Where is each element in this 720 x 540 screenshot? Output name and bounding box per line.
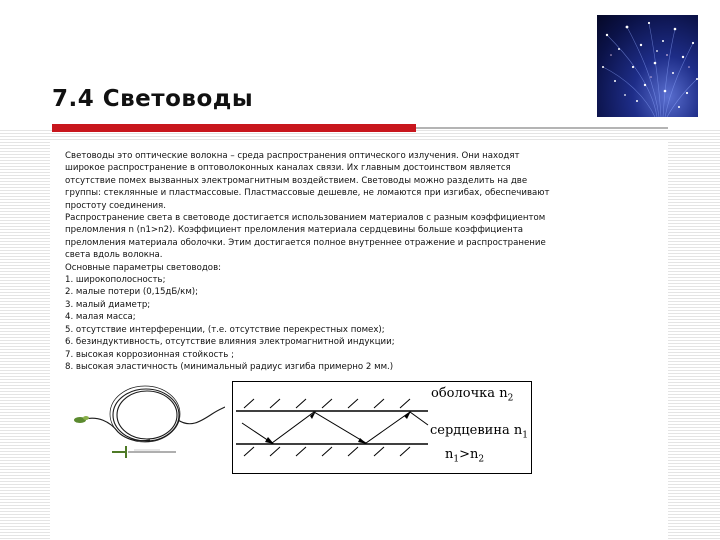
fiber-cable-image <box>68 380 225 472</box>
fiber-optic-photo-icon <box>597 15 698 117</box>
shell-index-sub: 2 <box>507 393 514 404</box>
body-text <box>65 150 665 373</box>
condition-n1-sub: 1 <box>453 454 460 465</box>
condition-op: >n <box>459 447 479 462</box>
fiber-cable-icon <box>68 380 225 472</box>
body-line: простоту соединения. <box>65 200 166 211</box>
condition-n1: n <box>445 447 454 462</box>
index-condition <box>444 447 485 465</box>
core-index: n <box>513 423 523 438</box>
shell-index: n <box>499 386 508 401</box>
list-item: 6. безиндуктивность, отсутствие влияния электромагнитной индукции; <box>65 337 395 348</box>
list-item: 7. высокая коррозионная стойкость ; <box>65 349 235 360</box>
list-item: 1. широкополосность; <box>65 275 166 286</box>
core-index-sub: 1 <box>522 430 529 441</box>
body-line: группы: стеклянные и пластмассовые. Пластмассовые дешевле, не ломаются при изгибах, обеспечивают <box>65 188 550 199</box>
condition-n2-sub: 2 <box>478 454 485 465</box>
shell-label-text: оболочка <box>431 386 496 401</box>
list-item: 3. малый диаметр; <box>65 299 151 310</box>
core-label-text: сердцевина <box>430 423 510 438</box>
list-item: 4. малая масса; <box>65 312 136 323</box>
body-line: преломления материала оболочки. Этим достигается полное внутреннее отражение и распространение <box>65 237 546 248</box>
title-accent-bar <box>52 124 416 132</box>
body-line: Основные параметры световодов: <box>65 262 222 273</box>
core-label <box>429 423 529 441</box>
shell-label <box>430 386 514 404</box>
body-line: преломления n (n1>n2). Коэффициент преломления материала сердцевины больше коэффициента <box>65 225 523 236</box>
body-line: широкое распространение в оптоволоконных каналах связи. Их главным достоинством является <box>65 163 511 174</box>
body-line: отсутствие помех вызванных электромагнитным воздействием. Световоды можно разделить на две <box>65 175 528 186</box>
body-line: Световоды это оптические волокна – среда распространения оптического излучения. Они находят <box>65 151 520 161</box>
body-line: света вдоль волокна. <box>65 250 163 261</box>
fiber-optic-photo-art <box>597 15 698 117</box>
body-line: Распространение света в световоде достигается использованием материалов с разным коэффициентом <box>65 213 546 224</box>
list-item: 8. высокая эластичность (минимальный радиус изгиба примерно 2 мм.) <box>65 361 394 372</box>
slide-title: 7.4 Световоды <box>52 86 254 112</box>
list-item: 5. отсутствие интерференции, (т.е. отсутствие перекрестных помех); <box>65 324 385 335</box>
list-item: 2. малые потери (0,15дБ/км); <box>65 287 199 298</box>
